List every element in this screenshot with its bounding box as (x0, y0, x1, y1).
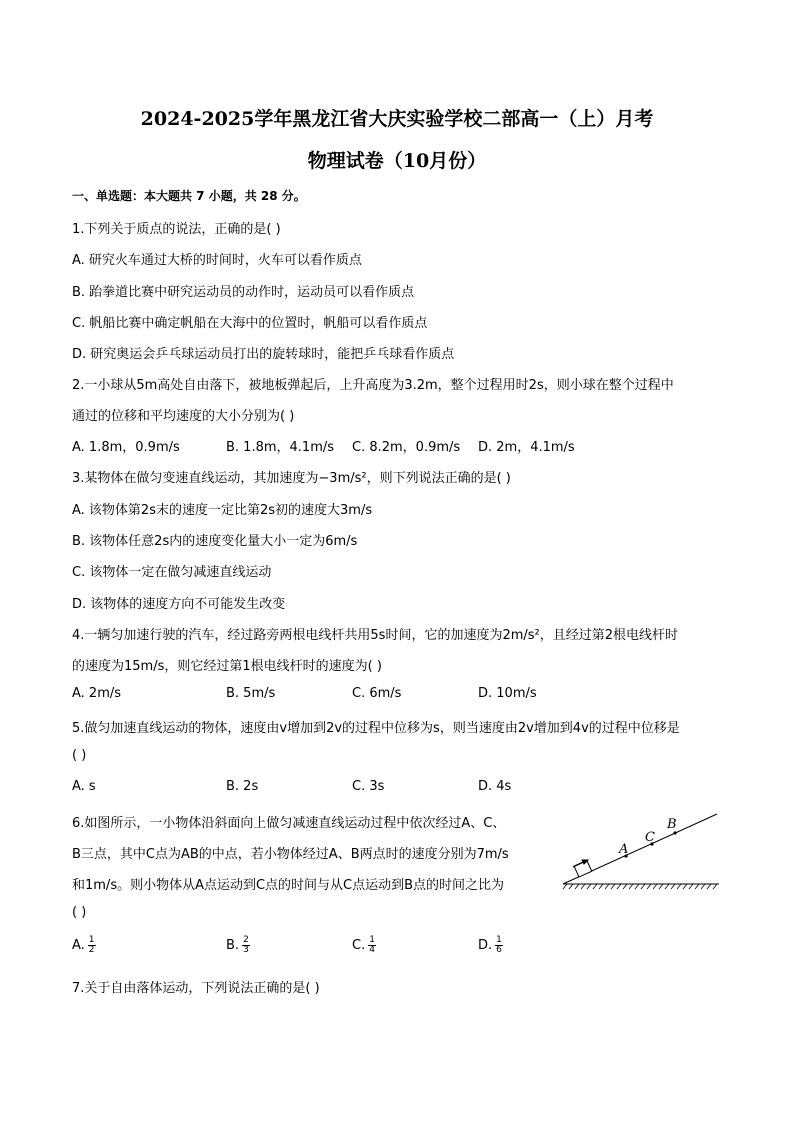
question-4-option-b: B. 5m/s (226, 686, 276, 701)
incline-figure (555, 808, 725, 893)
question-4-option-c: C. 6m/s (352, 686, 402, 701)
question-1-option-b: B. 跆拳道比赛中研究运动员的动作时，运动员可以看作质点 (72, 285, 415, 300)
question-4-stem-line1: 4.一辆匀加速行驶的汽车，经过路旁两根电线杆共用5s时间，它的加速度为2m/s²，且经过第2根电线杆时 (72, 628, 679, 643)
question-2-stem-line2: 通过的位移和平均速度的大小分别为( ) (72, 409, 295, 424)
fraction-denominator: 3 (243, 945, 249, 955)
question-6-option-a (72, 936, 96, 955)
fraction-numerator: 1 (88, 935, 95, 945)
fraction-numerator: 1 (496, 935, 502, 945)
question-5-option-b: B. 2s (226, 779, 259, 794)
question-3-option-d: D. 该物体的速度方向不可能发生改变 (72, 597, 286, 612)
question-1-option-d: D. 研究奥运会乒乓球运动员打出的旋转球时，能把乒乓球看作质点 (72, 347, 455, 362)
question-5-option-a: A. s (72, 779, 96, 794)
fraction-denominator: 2 (88, 945, 95, 955)
question-2-option-d: D. 2m，4.1m/s (478, 440, 575, 455)
question-3-option-c: C. 该物体一定在做匀减速直线运动 (72, 565, 272, 580)
question-6-stem-line4: ( ) (72, 905, 87, 920)
section-heading: 一、单选题：本大题共 7 小题，共 28 分。 (72, 189, 306, 203)
question-1-option-a: A. 研究火车通过大桥的时间时，火车可以看作质点 (72, 253, 362, 268)
point-b-label: B (667, 817, 677, 832)
fraction (88, 936, 96, 955)
option-label: B. (226, 938, 240, 953)
fraction (368, 936, 376, 955)
fraction-numerator: 1 (369, 935, 375, 945)
question-5-stem-line1: 5.做匀加速直线运动的物体，速度由v增加到2v的过程中位移为s，则当速度由2v增加到4v的过程中位移是 (72, 721, 680, 736)
exam-title-line2: 物理试卷（10月份） (307, 150, 487, 172)
question-4-option-a: A. 2m/s (72, 686, 122, 701)
point-c-label: C (645, 830, 655, 845)
question-6-option-b (226, 936, 250, 955)
question-3-option-a: A. 该物体第2s末的速度一定比第2s初的速度大3m/s (72, 503, 373, 518)
fraction-numerator: 2 (243, 935, 249, 945)
point-a-label: A (619, 842, 629, 857)
question-7-stem: 7.关于自由落体运动，下列说法正确的是( ) (72, 981, 320, 996)
question-6-stem-line1: 6.如图所示，一小物体沿斜面向上做匀减速直线运动过程中依次经过A、C、 (72, 816, 506, 831)
question-1-option-c: C. 帆船比赛中确定帆船在大海中的位置时，帆船可以看作质点 (72, 316, 428, 331)
question-3-stem: 3.某物体在做匀变速直线运动，其加速度为−3m/s²，则下列说法正确的是( ) (72, 471, 511, 486)
exam-title-line1: 2024-2025学年黑龙江省大庆实验学校二部高一（上）月考 (140, 108, 654, 130)
question-2-option-a: A. 1.8m，0.9m/s (72, 440, 180, 455)
option-label: D. (478, 938, 493, 953)
question-2-option-c: C. 8.2m，0.9m/s (352, 440, 461, 455)
question-5-option-d: D. 4s (478, 779, 512, 794)
fraction-denominator: 6 (496, 945, 502, 955)
question-6-option-c (352, 936, 376, 955)
question-6-option-d (478, 936, 503, 955)
fraction-denominator: 4 (369, 945, 375, 955)
question-1-stem: 1.下列关于质点的说法，正确的是( ) (72, 222, 281, 237)
option-label: A. (72, 938, 85, 953)
question-4-stem-line2: 的速度为15m/s，则它经过第1根电线杆时的速度为( ) (72, 659, 382, 674)
fraction (495, 936, 503, 955)
question-2-option-b: B. 1.8m，4.1m/s (226, 440, 335, 455)
question-6-stem-line3: 和1m/s。则小物体从A点运动到C点的时间与从C点运动到B点的时间之比为 (72, 878, 505, 893)
question-6-stem-line2: B三点，其中C点为AB的中点，若小物体经过A、B两点时的速度分别为7m/s (72, 847, 509, 862)
question-5-option-c: C. 3s (352, 779, 385, 794)
question-5-stem-line2: ( ) (72, 748, 87, 763)
question-2-stem-line1: 2.一小球从5m高处自由落下，被地板弹起后，上升高度为3.2m，整个过程用时2s，则小球在整个过程中 (72, 378, 674, 393)
ground-hatching (563, 884, 717, 889)
question-4-option-d: D. 10m/s (478, 686, 537, 701)
question-3-option-b: B. 该物体任意2s内的速度变化量大小一定为6m/s (72, 534, 358, 549)
fraction (242, 936, 250, 955)
option-label: C. (352, 938, 366, 953)
